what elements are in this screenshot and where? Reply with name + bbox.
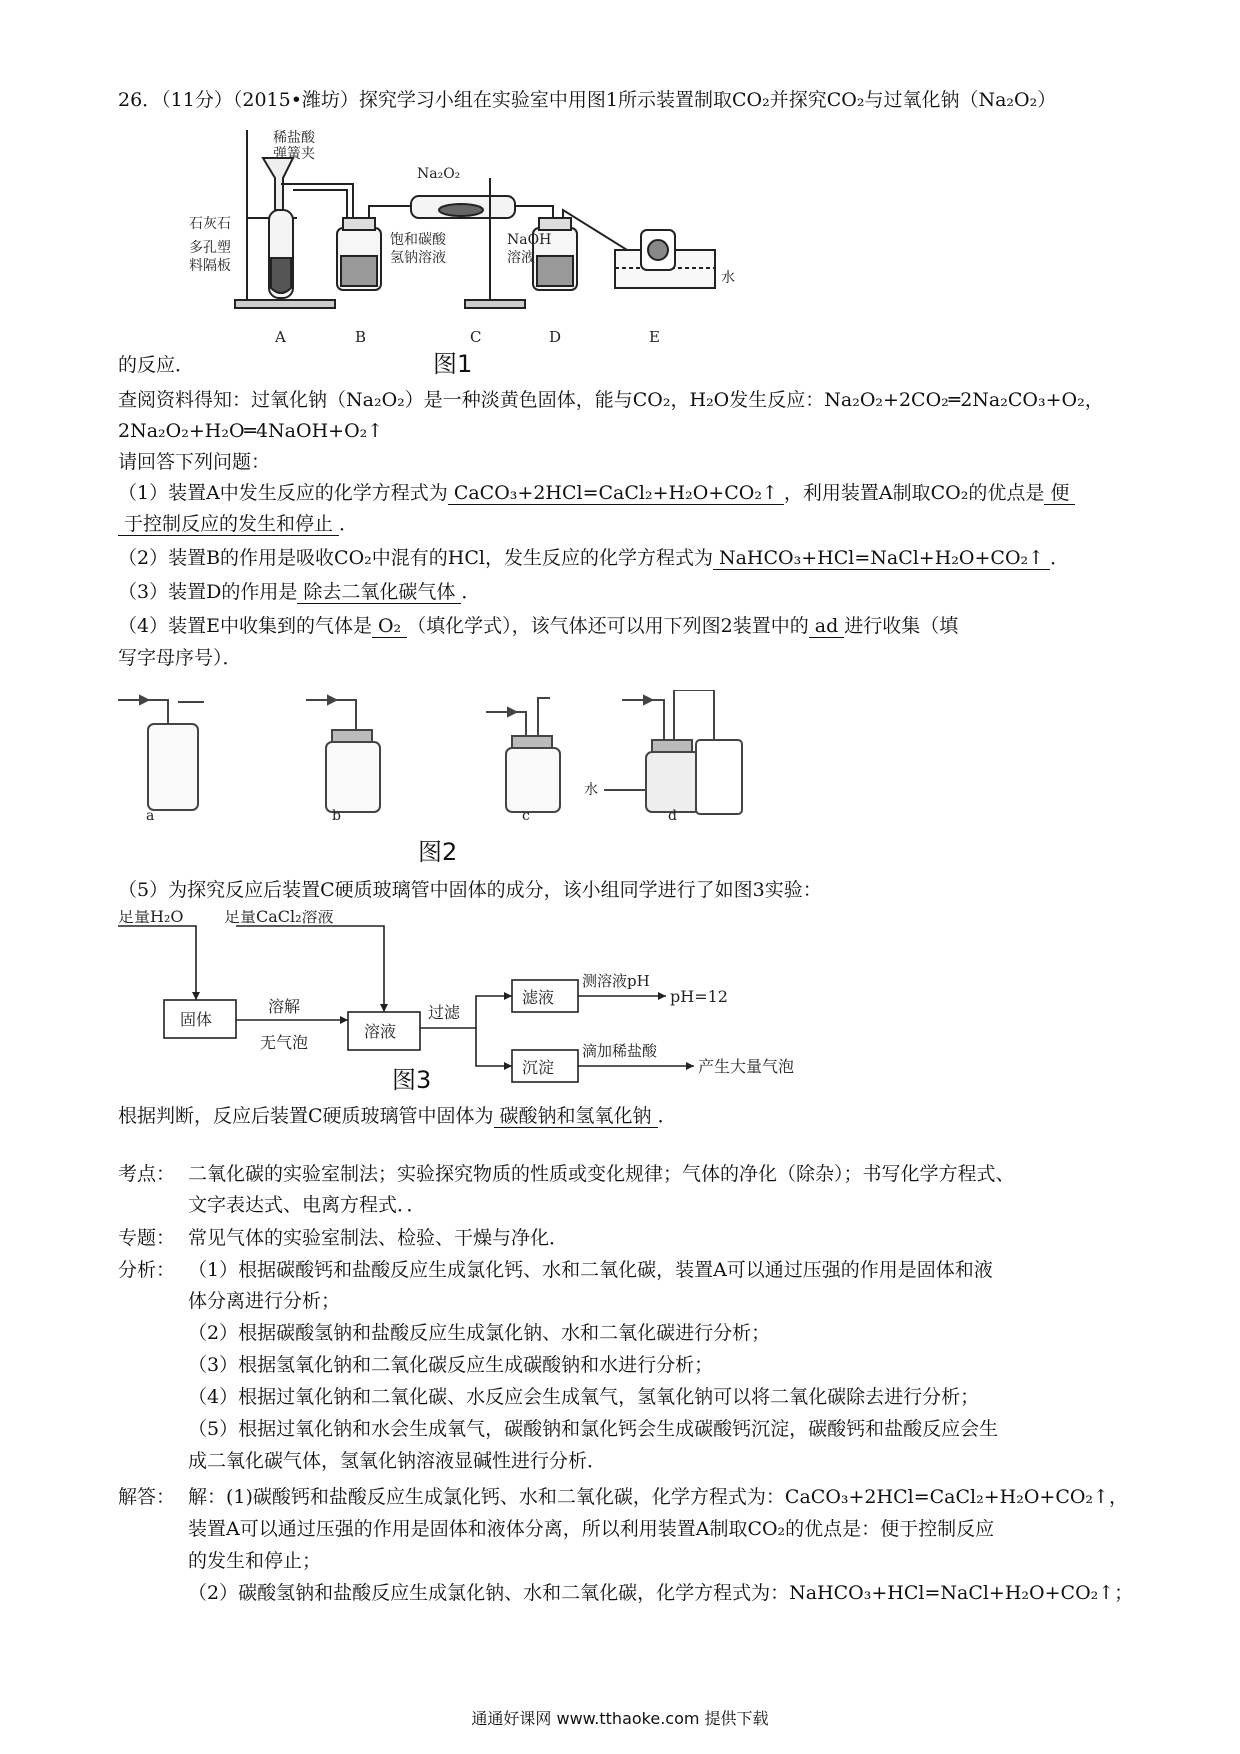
label-porous-plate-1: 多孔塑 xyxy=(189,240,231,256)
label-water: 水 xyxy=(721,270,735,286)
conclusion-answer: 碳酸钠和氢氧化钠 xyxy=(494,1105,658,1128)
kaodian-line-1: 二氧化碳的实验室制法；实验探究物质的性质或变化规律；气体的净化（除杂）；书写化学方程式、 xyxy=(188,1163,1015,1185)
fig3-precipitate-box: 沉淀 xyxy=(522,1058,555,1077)
label-naoh-1: NaOH xyxy=(507,232,552,248)
experiment-flowchart xyxy=(112,910,872,1090)
fig3-filtrate-box: 滤液 xyxy=(522,988,555,1007)
question-1-line-2 xyxy=(118,511,358,537)
fenxi-label: 分析： xyxy=(118,1259,176,1281)
kaodian-line-2: 文字表达式、电离方程式．． xyxy=(188,1194,426,1216)
label-dilute-hcl: 稀盐酸 xyxy=(273,130,315,146)
q1-answer-advantage-start: 便 xyxy=(1044,482,1075,505)
jieda-line: 的发生和停止； xyxy=(188,1550,322,1572)
prompt-text: 请回答下列问题： xyxy=(118,451,271,473)
zhuanti-text: 常见气体的实验室制法、检验、干燥与净化． xyxy=(188,1227,569,1249)
fig2-letter-c: c xyxy=(522,808,530,824)
conclusion xyxy=(118,1103,677,1129)
figure-1 xyxy=(185,118,845,353)
q4-answer-gas: O₂ xyxy=(372,615,407,638)
fenxi-line: （4）根据过氧化钠和二氧化碳、水反应会生成氧气，氢氧化钠可以将二氧化碳除去进行分析； xyxy=(188,1386,980,1408)
fig2-letter-b: b xyxy=(332,808,341,824)
q2-end: ． xyxy=(1050,547,1070,569)
fig3-cacl2-input: 足量CaCl₂溶液 xyxy=(224,910,334,926)
label-porous-plate-2: 料隔板 xyxy=(189,258,231,274)
apparatus-diagram xyxy=(185,118,845,353)
figure-2-caption: 图2 xyxy=(418,838,458,866)
question-header: 26．（11分）（2015•潍坊）探究学习小组在实验室中用图1所示装置制取CO₂并探究CO₂与过氧化钠（Na₂O₂） xyxy=(118,89,1057,111)
label-saturated-2: 氢钠溶液 xyxy=(390,250,446,266)
fig3-solid-box: 固体 xyxy=(180,1010,213,1029)
q1-text-mid: ，利用装置A制取CO₂的优点是 xyxy=(783,482,1045,504)
figure-3 xyxy=(112,910,872,1090)
gas-collection-diagram xyxy=(118,690,878,830)
q4-text-mid: （填化学式），该气体还可以用下列图2装置中的 xyxy=(407,615,809,637)
page-footer[interactable]: 通通好课网 www.tthaoke.com 提供下载 xyxy=(471,1709,769,1728)
fig3-no-bubble-label: 无气泡 xyxy=(260,1033,309,1052)
q4-line-2: 写字母序号）． xyxy=(118,647,242,669)
fenxi-line: （5）根据过氧化钠和水会生成氧气，碳酸钠和氯化钙会生成碳酸钙沉淀，碳酸钙和盐酸反应会生 xyxy=(188,1418,999,1440)
question-3 xyxy=(118,579,480,605)
letter-b: B xyxy=(355,328,367,346)
q4-end: 进行收集（填 xyxy=(844,615,959,637)
fig3-dissolve-label: 溶解 xyxy=(268,997,301,1016)
question-2 xyxy=(118,545,1069,571)
label-spring-clamp: 弹簧夹 xyxy=(273,146,315,162)
figure-3-caption: 图3 xyxy=(392,1066,432,1094)
fig3-add-hcl-label: 滴加稀盐酸 xyxy=(582,1042,658,1060)
q2-text: （2）装置B的作用是吸收CO₂中混有的HCl，发生反应的化学方程式为 xyxy=(118,547,713,569)
q1-answer-advantage: 于控制反应的发生和停止 xyxy=(118,513,339,536)
zhuanti-label: 专题： xyxy=(118,1227,176,1249)
figure-1-caption: 图1 xyxy=(433,350,473,378)
label-naoh-2: 溶液 xyxy=(507,250,535,266)
jieda-line: （2）碳酸氢钠和盐酸反应生成氯化钠、水和二氧化碳，化学方程式为：NaHCO₃+HCl=NaCl+H₂O+CO₂↑； xyxy=(188,1582,1134,1604)
info-line-1: 查阅资料得知：过氧化钠（Na₂O₂）是一种淡黄色固体，能与CO₂，H₂O发生反应：Na₂O₂+2CO₂═2Na₂CO₃+O₂， xyxy=(118,389,1104,411)
kaodian-label: 考点： xyxy=(118,1163,176,1185)
letter-e: E xyxy=(649,328,660,346)
fig3-measure-label: 测溶液pH xyxy=(582,972,650,990)
fenxi-line: （1）根据碳酸钙和盐酸反应生成氯化钙、水和二氧化碳，装置A可以通过压强的作用是固体和液 xyxy=(188,1259,993,1281)
q3-end: ． xyxy=(461,581,481,603)
conclusion-end: ． xyxy=(657,1105,677,1127)
jieda-line: 解：(1)碳酸钙和盐酸反应生成氯化钙、水和二氧化碳，化学方程式为：CaCO₃+2HCl=CaCl₂+H₂O+CO₂↑， xyxy=(188,1486,1128,1508)
label-limestone: 石灰石 xyxy=(189,216,231,232)
fenxi-line: 体分离进行分析； xyxy=(188,1290,341,1312)
q2-answer: NaHCO₃+HCl=NaCl+H₂O+CO₂↑ xyxy=(713,547,1050,570)
conclusion-text: 根据判断，反应后装置C硬质玻璃管中固体为 xyxy=(118,1105,494,1127)
question-4 xyxy=(118,613,958,639)
q1-answer-equation: CaCO₃+2HCl=CaCl₂+H₂O+CO₂↑ xyxy=(448,482,784,505)
letter-a: A xyxy=(275,328,286,346)
fenxi-line: （3）根据氢氧化钠和二氧化碳反应生成碳酸钠和水进行分析； xyxy=(188,1354,714,1376)
fenxi-line: 成二氧化碳气体，氢氧化钠溶液显碱性进行分析． xyxy=(188,1450,607,1472)
info-line-2: 2Na₂O₂+H₂O═4NaOH+O₂↑ xyxy=(118,420,384,442)
question-5: （5）为探究反应后装置C硬质玻璃管中固体的成分，该小组同学进行了如图3实验： xyxy=(118,879,822,901)
fig3-water-input: 足量H₂O xyxy=(118,910,184,926)
q1-end: ． xyxy=(339,513,359,535)
fig3-gas-result: 产生大量气泡 xyxy=(698,1057,795,1076)
letter-c: C xyxy=(470,328,482,346)
header-tail: 的反应． xyxy=(118,354,195,376)
figure-2 xyxy=(118,690,878,830)
fenxi-line: （2）根据碳酸氢钠和盐酸反应生成氯化钠、水和二氧化碳进行分析； xyxy=(188,1322,771,1344)
q3-answer: 除去二氧化碳气体 xyxy=(297,581,461,604)
q3-text: （3）装置D的作用是 xyxy=(118,581,298,603)
question-1 xyxy=(118,480,1075,506)
fig3-solution-box: 溶液 xyxy=(364,1022,397,1041)
q4-answer-devices: ad xyxy=(809,615,845,638)
jieda-label: 解答： xyxy=(118,1486,176,1508)
fig3-ph-result: pH=12 xyxy=(670,987,728,1006)
fig3-filter-label: 过滤 xyxy=(428,1003,461,1022)
q1-text: （1）装置A中发生反应的化学方程式为 xyxy=(118,482,448,504)
fig2-water-label: 水 xyxy=(584,782,598,798)
fig2-letter-d: d xyxy=(668,808,677,824)
label-na2o2: Na₂O₂ xyxy=(417,166,461,182)
jieda-line: 装置A可以通过压强的作用是固体和液体分离，所以利用装置A制取CO₂的优点是：便于控制反应 xyxy=(188,1518,995,1540)
fig2-letter-a: a xyxy=(146,808,155,824)
letter-d: D xyxy=(549,328,562,346)
label-saturated-1: 饱和碳酸 xyxy=(390,232,446,248)
q4-text: （4）装置E中收集到的气体是 xyxy=(118,615,372,637)
